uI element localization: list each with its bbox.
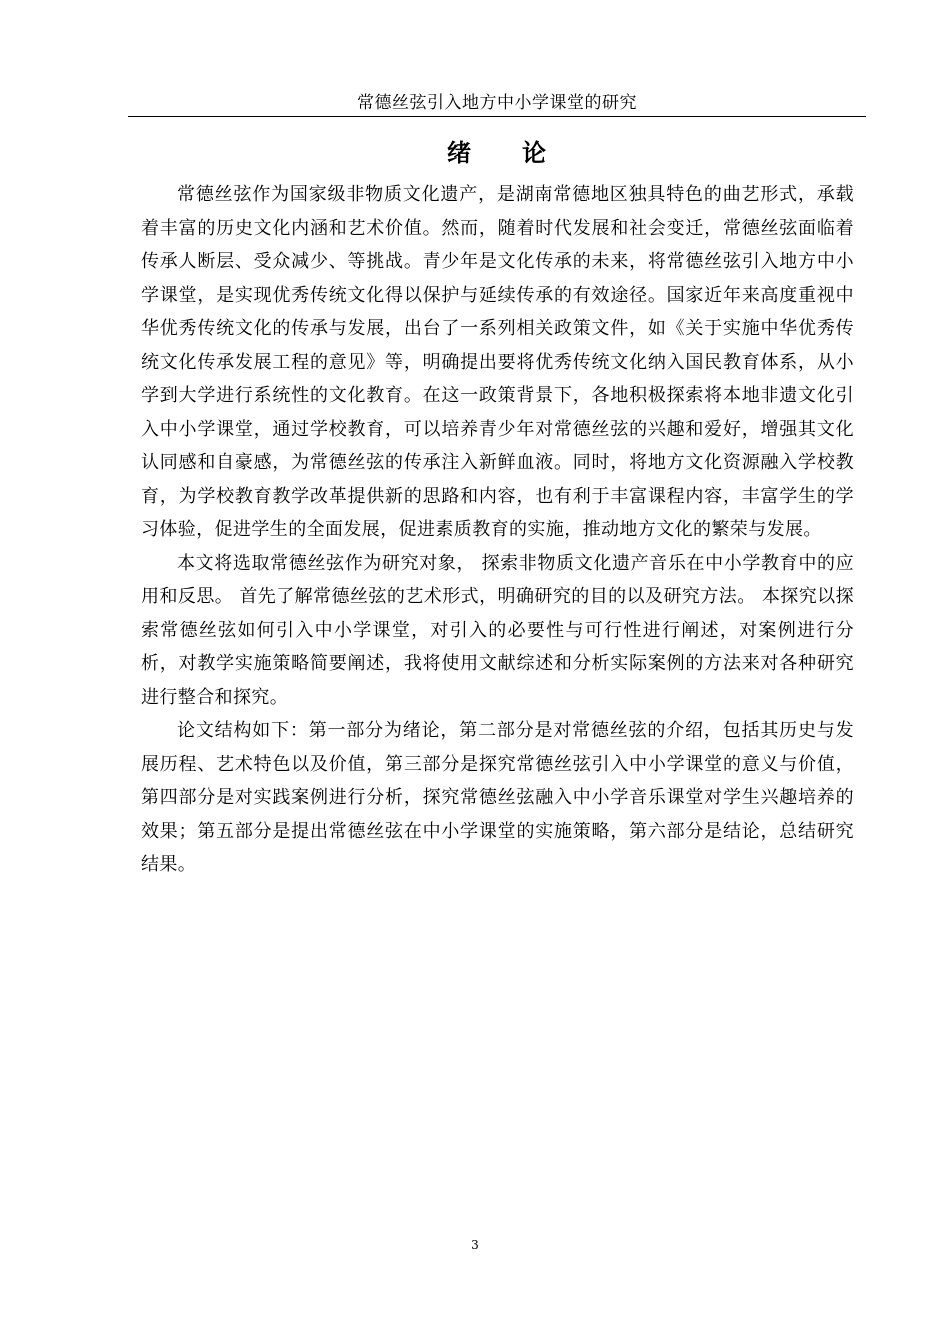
section-title: 绪 论 [447,138,547,167]
paragraph-1: 常德丝弦作为国家级非物质文化遗产，是湖南常德地区独具特色的曲艺形式，承载着丰富的历史文化内涵和艺术价值。然而，随着时代发展和社会变迁，常德丝弦面临着传承人断层、受众减少、等挑战。青少年是文化传承的未来，将常德丝弦引入地方中小学课堂，是实现优秀传统文化得以保护与延续传承的有效途径。国家近年来高度重视中华优秀传统文化的传承与发展，出台了一系列相关政策文件，如《关于实施中华优秀传统文化传承发展工程的意见》等，明确提出要将优秀传统文化纳入国民教育体系，从小学到大学进行系统性的文化教育。在这一政策背景下，各地积极探索将本地非遗文化引入中小学课堂，通过学校教育，可以培养青少年对常德丝弦的兴趣和爱好，增强其文化认同感和自豪感，为常德丝弦的传承注入新鲜血液。同时，将地方文化资源融入学校教育，为学校教育教学改革提供新的思路和内容，也有利于丰富课程内容，丰富学生的学习体验，促进学生的全面发展，促进素质教育的实施，推动地方文化的繁荣与发展。 [141,184,854,540]
page-number: 3 [471,1238,479,1252]
header-rule [128,116,866,117]
body-text [141,178,854,882]
paragraph-2: 本文将选取常德丝弦作为研究对象， 探索非物质文化遗产音乐在中小学教育中的应用和反思。 首先了解常德丝弦的艺术形式，明确研究的目的以及研究方法。 本探究以探索常德丝弦如何引入中小学课堂，对引入的必要性与可行性进行阐述，对案例进行分析，对教学实施策略简要阐述，我将使用文献综述和分析实际案例的方法来对各种研究进行整合和探究。 [141,552,854,708]
running-header: 常德丝弦引入地方中小学课堂的研究 [357,93,637,113]
paragraph-3: 论文结构如下：第一部分为绪论，第二部分是对常德丝弦的介绍，包括其历史与发展历程、艺术特色以及价值，第三部分是探究常德丝弦引入中小学课堂的意义与价值，第四部分是对实践案例进行分析，探究常德丝弦融入中小学音乐课堂对学生兴趣培养的效果；第五部分是提出常德丝弦在中小学课堂的实施策略，第六部分是结论，总结研究结果。 [141,720,854,875]
